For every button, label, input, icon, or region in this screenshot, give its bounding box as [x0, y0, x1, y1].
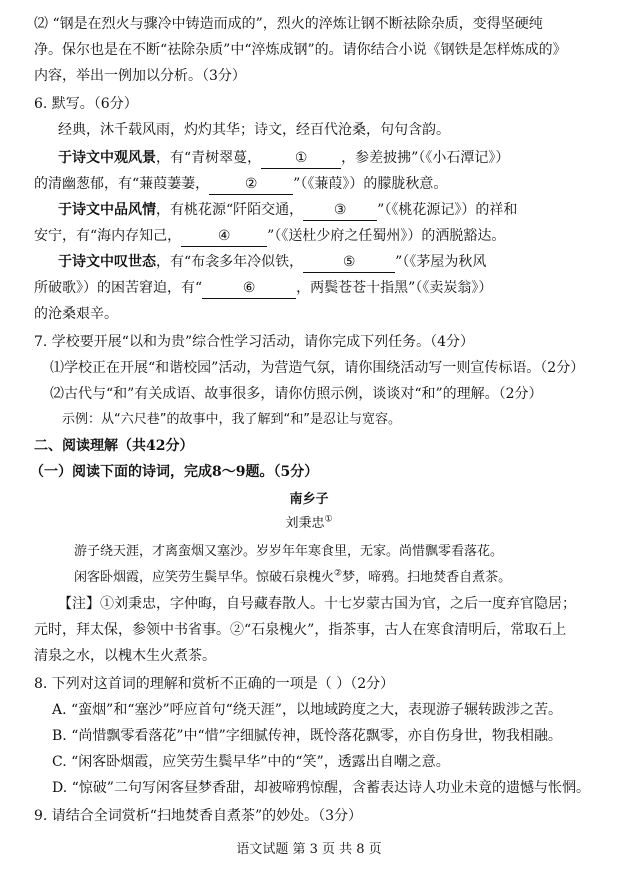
- q5-2-line2: 净。保尔也是在不断“祛除杂质”中“淬炼成钢”的。请你结合小说《钢铁是怎样炼成的》: [34, 42, 567, 58]
- poem-title: 南乡子: [289, 492, 329, 507]
- q6-group3-line2: [0, 278, 618, 299]
- q8-option-c[interactable]: C. “闲客卧烟霞，应笑劳生鬓早华”中的“笑”，透露出自嘲之意。: [52, 754, 450, 770]
- q5-2-line1: ⑵ “钢是在烈火与骤冷中铸造而成的”，烈火的淬炼让钢不断祛除杂质，变得坚硬纯: [34, 16, 543, 32]
- footnote-marker: ②: [334, 568, 343, 579]
- q7-task2: ⑵古代与“和”有关成语、故事很多，请你仿照示例，谈谈对“和”的理解。（2分）: [50, 386, 543, 402]
- q6-text: ”（《蒹葭》）的朦胧秋意。: [293, 176, 448, 192]
- q6-group3-heading: 于诗文中叹世态: [58, 254, 156, 270]
- q6-group3-line3: 的沧桑艰辛。: [34, 306, 118, 322]
- blank-1[interactable]: ①: [261, 148, 341, 169]
- note-line-1: 【注】①刘秉忠，字仲晦，自号藏春散人。十七岁蒙古国为官，之后一度弃官隐居；: [58, 596, 576, 612]
- q8-title: 8. 下列对这首词的理解和赏析不正确的一项是（ ）（2分）: [34, 676, 395, 692]
- note-line-2: 元时，拜太保，参领中书省事。②“石泉槐火”，指茶事，古人在寒食清明后，常取石上: [34, 622, 567, 638]
- poem-author: [0, 514, 618, 534]
- blank-3[interactable]: ③: [303, 200, 377, 221]
- q7-example: 示例：从“六尺巷”的故事中，我了解到“和”是忍让与宽容。: [62, 412, 401, 427]
- q6-text: 的清幽葱郁，有“蒹葭萋萋，: [34, 176, 210, 192]
- q6-text: ，两鬓苍苍十指黑”（《卖炭翁》）: [296, 280, 493, 296]
- footnote-marker: ①: [324, 514, 333, 525]
- q6-title: 6. 默写。（6分）: [34, 96, 138, 112]
- note-line-3: 清泉之水，以槐木生火煮茶。: [34, 648, 216, 664]
- q7-task1: ⑴学校正在开展“和谐校园”活动，为营造气氛，请你围绕活动写一则宣传标语。（2分）: [50, 360, 585, 376]
- q8-option-b[interactable]: B. “尚惜飘零看落花”中“惜”字细腻传神，既怜落花飘零，亦自伤身世，物我相融。: [52, 728, 562, 744]
- q6-group3-line1: [0, 252, 618, 273]
- poem-author-name: 刘秉忠: [285, 516, 325, 531]
- poem-text: 梦，啼鸦。扫地焚香自煮茶。: [342, 570, 512, 585]
- q6-group1-heading: 于诗文中观风景: [58, 150, 156, 166]
- blank-6[interactable]: ⑥: [202, 278, 296, 299]
- q6-text: ，参差披拂”（《小石潭记》）: [341, 150, 510, 166]
- q6-group1-line1: [0, 148, 618, 169]
- section-2-title: 二、阅读理解（共42分）: [34, 438, 194, 454]
- q6-group1-line2: [0, 174, 618, 195]
- q7-title: 7. 学校要开展“以和为贵”综合性学习活动，请你完成下列任务。（4分）: [34, 334, 475, 350]
- q6-text: ”（《送杜少府之任蜀州》）的洒脱豁达。: [267, 228, 506, 244]
- q6-intro: 经典，沐千载风雨，灼灼其华；诗文，经百代沧桑，句句含韵。: [58, 122, 450, 138]
- blank-2[interactable]: ②: [209, 174, 293, 195]
- q6-text: 安宁，有“海内存知己，: [34, 228, 182, 244]
- q9-title: 9. 请结合全词赏析“扫地焚香自煮茶”的妙处。（3分）: [34, 808, 363, 824]
- reading-part1-title: （一）阅读下面的诗词，完成8～9题。（5分）: [30, 464, 319, 480]
- q8-option-d[interactable]: D. “惊破”二句写闲客昼梦香甜，却被啼鸦惊醒，含蓄表达诗人功业未竟的遗憾与怅惘。: [52, 780, 590, 796]
- blank-4[interactable]: ④: [181, 226, 267, 247]
- q6-group2-line1: [0, 200, 618, 221]
- q6-text: ，有桃花源“阡陌交通，: [156, 202, 304, 218]
- blank-5[interactable]: ⑤: [303, 252, 395, 273]
- q6-group2-line2: [0, 226, 618, 247]
- poem-line-1: 游子绕天涯，才离蛮烟又塞沙。岁岁年年寒食里，无家。尚惜飘零看落花。: [74, 544, 504, 559]
- q6-group2-heading: 于诗文中品风情: [58, 202, 156, 218]
- page-footer: 语文试题 第 3 页 共 8 页: [236, 842, 382, 857]
- q6-text: ”（《桃花源记》）的祥和: [377, 202, 518, 218]
- poem-line-2: [0, 568, 618, 588]
- q6-text: 所破歌》）的困苦窘迫，有“: [34, 280, 203, 296]
- poem-text: 闲客卧烟霞，应笑劳生鬓早华。惊破石泉槐火: [74, 570, 335, 585]
- q6-text: ，有“布衾多年冷似铁，: [156, 254, 304, 270]
- q6-text: ”（《茅屋为秋风: [395, 254, 487, 270]
- q5-2-line3: 内容，举出一例加以分析。（3分）: [34, 68, 246, 84]
- q6-text: ，有“青树翠蔓，: [156, 150, 262, 166]
- q8-option-a[interactable]: A. “蛮烟”和“塞沙”呼应首句“绕天涯”，以地域跨度之大，表现游子辗转跋涉之苦。: [52, 702, 562, 718]
